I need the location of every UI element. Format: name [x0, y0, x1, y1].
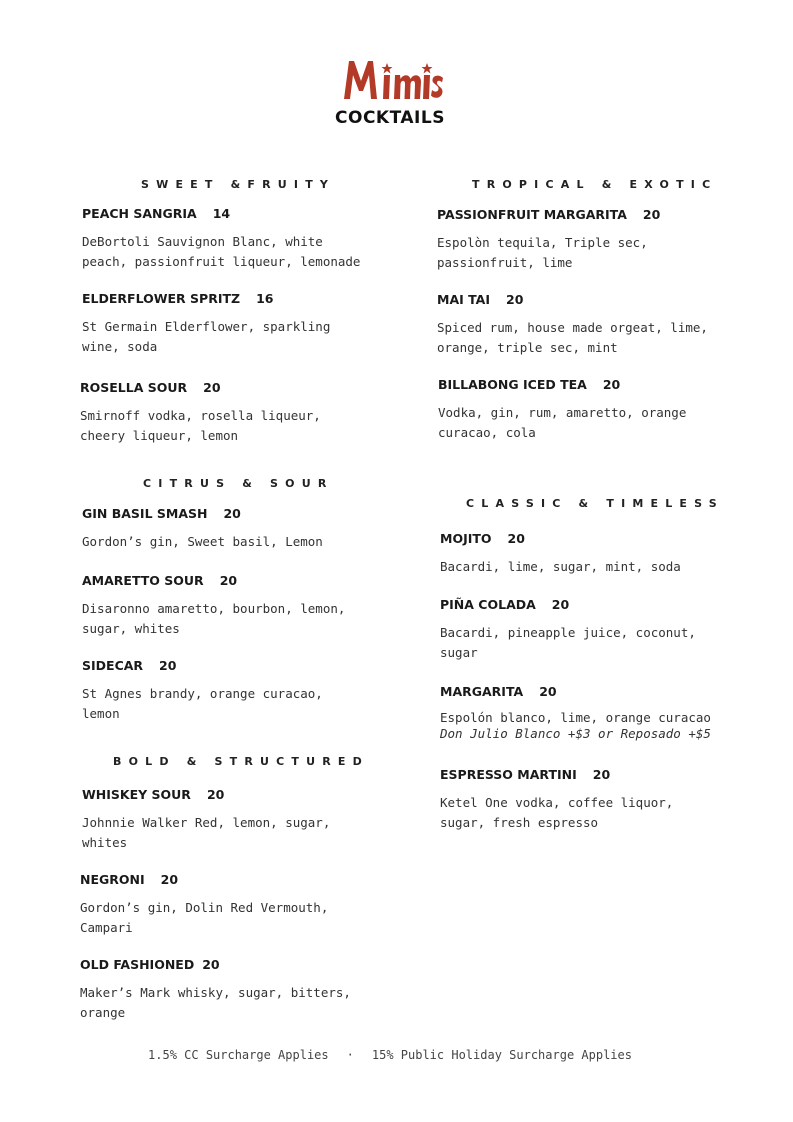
item-description — [440, 623, 760, 663]
description-line: wine, soda — [82, 339, 158, 354]
item-price: 20 — [206, 787, 225, 802]
description-line: orange, triple sec, mint — [437, 340, 618, 355]
menu-item-peach-sangria — [82, 206, 372, 272]
description-line: Espolòn tequila, Triple sec, — [437, 235, 648, 250]
description-line: Smirnoff vodka, rosella liqueur, — [80, 408, 321, 423]
description-line: Ketel One vodka, coffee liquor, — [440, 795, 674, 810]
description-line: Gordon’s gin, Dolin Red Vermouth, — [80, 900, 329, 915]
item-description — [82, 317, 372, 357]
description-line: sugar, whites — [82, 621, 180, 636]
description-line: Spiced rum, house made orgeat, lime, — [437, 320, 708, 335]
item-description — [438, 403, 758, 443]
description-line: Bacardi, pineapple juice, coconut, — [440, 625, 696, 640]
item-description — [440, 557, 760, 577]
description-line: Bacardi, lime, sugar, mint, soda — [440, 559, 681, 574]
upgrade-note: Don Julio Blanco +$3 or Reposado +$5 — [440, 726, 711, 741]
item-price: 20 — [203, 380, 221, 395]
item-description — [437, 318, 757, 358]
item-price: 20 — [160, 872, 179, 887]
description-line: Espolón blanco, lime, orange curacao — [440, 710, 711, 725]
menu-item-pina-colada — [440, 597, 760, 663]
item-description — [82, 532, 372, 552]
item-price: 14 — [212, 206, 231, 221]
item-name: GIN BASIL SMASH — [82, 506, 208, 521]
footer-separator: · — [346, 1048, 354, 1062]
item-price: 20 — [539, 684, 557, 699]
menu-item-old-fashioned — [80, 957, 370, 1023]
item-description — [440, 710, 770, 726]
item-description — [437, 233, 757, 273]
item-name: NEGRONI — [80, 872, 145, 887]
menu-item-margarita — [440, 684, 770, 742]
mimis-logo-icon — [340, 55, 444, 105]
item-description — [82, 232, 372, 272]
item-price: 20 — [592, 767, 611, 782]
item-description — [82, 599, 372, 639]
description-line: passionfruit, lime — [437, 255, 573, 270]
description-line: Johnnie Walker Red, lemon, sugar, — [82, 815, 331, 830]
description-line: sugar — [440, 645, 478, 660]
item-name: ESPRESSO MARTINI — [440, 767, 577, 782]
surcharge-footer — [0, 1048, 780, 1062]
menu-item-mojito — [440, 531, 760, 577]
description-line: Maker’s Mark whisky, sugar, bitters, — [80, 985, 351, 1000]
description-line: whites — [82, 835, 128, 850]
item-description — [80, 898, 370, 938]
menu-item-rosella-sour — [80, 380, 370, 446]
item-name: PIÑA COLADA — [440, 597, 536, 612]
item-description — [82, 684, 372, 724]
description-line: sugar, fresh espresso — [440, 815, 599, 830]
description-line: curacao, cola — [438, 425, 536, 440]
item-name: MOJITO — [440, 531, 492, 546]
item-description — [80, 983, 370, 1023]
item-name: ROSELLA SOUR — [80, 380, 188, 395]
item-name: PEACH SANGRIA — [82, 206, 197, 221]
item-name: WHISKEY SOUR — [82, 787, 191, 802]
description-line: cheery liqueur, lemon — [80, 428, 239, 443]
menu-item-billabong-iced-tea — [438, 377, 758, 443]
item-price: 20 — [223, 506, 241, 521]
section-title-bold-structured: BOLD & STRUCTURED — [113, 755, 369, 768]
item-description — [82, 813, 372, 853]
menu-item-sidecar — [82, 658, 372, 724]
menu-item-mai-tai — [437, 292, 757, 358]
item-price: 20 — [507, 531, 525, 546]
item-name: MARGARITA — [440, 684, 524, 699]
item-price: 20 — [202, 957, 220, 972]
description-line: Vodka, gin, rum, amaretto, orange — [438, 405, 687, 420]
item-price: 20 — [506, 292, 524, 307]
section-title-tropical-exotic: TROPICAL & EXOTIC — [472, 178, 718, 191]
description-line: Disaronno amaretto, bourbon, lemon, — [82, 601, 346, 616]
item-price: 20 — [159, 658, 177, 673]
mimis-logo — [340, 55, 444, 105]
item-price: 20 — [219, 573, 238, 588]
item-price: 16 — [256, 291, 274, 306]
description-line: Campari — [80, 920, 133, 935]
cc-surcharge-note: 1.5% CC Surcharge Applies — [148, 1048, 329, 1062]
description-line: St Agnes brandy, orange curacao, — [82, 686, 323, 701]
item-name: PASSIONFRUIT MARGARITA — [437, 207, 627, 222]
section-title-citrus-sour: CITRUS & SOUR — [143, 477, 334, 490]
description-line: peach, passionfruit liqueur, lemonade — [82, 254, 361, 269]
item-price: 20 — [642, 207, 661, 222]
item-name: BILLABONG ICED TEA — [438, 377, 587, 392]
menu-item-elderflower-spritz — [82, 291, 372, 357]
page-title: COCKTAILS — [335, 108, 445, 128]
item-name: MAI TAI — [437, 292, 490, 307]
menu-item-espresso-martini — [440, 767, 760, 833]
section-title-classic-timeless: CLASSIC & TIMELESS — [466, 497, 724, 510]
description-line: lemon — [82, 706, 120, 721]
item-name: OLD FASHIONED — [80, 957, 195, 972]
menu-item-passionfruit-margarita — [437, 207, 757, 273]
item-name: SIDECAR — [82, 658, 144, 673]
section-title-sweet-fruity: SWEET &FRUITY — [141, 178, 336, 191]
description-line: St Germain Elderflower, sparkling — [82, 319, 331, 334]
description-line: Gordon’s gin, Sweet basil, Lemon — [82, 534, 323, 549]
item-name: ELDERFLOWER SPRITZ — [82, 291, 241, 306]
item-name: AMARETTO SOUR — [82, 573, 204, 588]
item-description — [440, 793, 760, 833]
description-line: DeBortoli Sauvignon Blanc, white — [82, 234, 323, 249]
menu-item-gin-basil-smash — [82, 506, 372, 552]
menu-item-amaretto-sour — [82, 573, 372, 639]
menu-item-negroni — [80, 872, 370, 938]
item-price: 20 — [602, 377, 621, 392]
item-description — [80, 406, 370, 446]
description-line: orange — [80, 1005, 126, 1020]
holiday-surcharge-note: 15% Public Holiday Surcharge Applies — [371, 1048, 632, 1062]
menu-item-whiskey-sour — [82, 787, 372, 853]
item-price: 20 — [551, 597, 570, 612]
